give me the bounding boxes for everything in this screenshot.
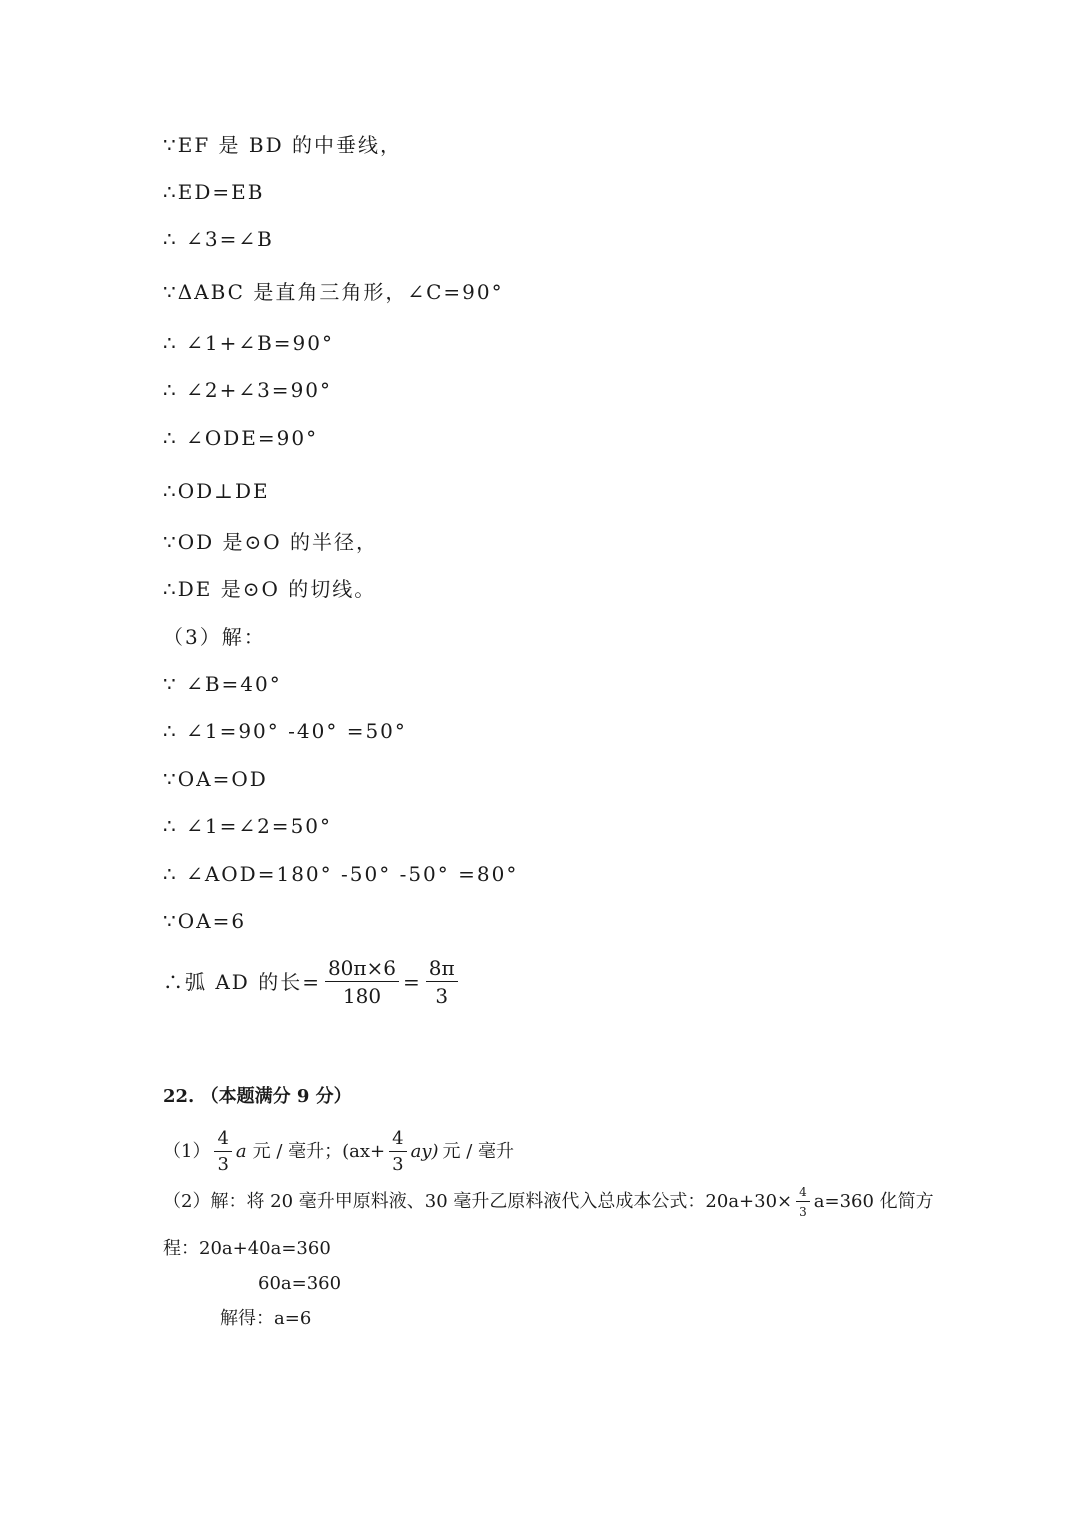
a2-frac-num: 4 bbox=[796, 1186, 810, 1202]
part3-line-1: ∵ ∠B=40° bbox=[163, 672, 282, 696]
a1-expr-fraction bbox=[389, 1130, 406, 1174]
a1-prefix: （1） bbox=[163, 1141, 211, 1162]
q22-answer-2 bbox=[163, 1186, 934, 1218]
a1-expr-close: ay) bbox=[410, 1141, 439, 1162]
arc-frac2-num: 8π bbox=[426, 958, 458, 982]
proof-line-5: ∴ ∠1+∠B=90° bbox=[163, 331, 334, 355]
arc-frac2-den: 3 bbox=[435, 984, 449, 1008]
q22-heading: 22. （本题满分 9 分） bbox=[163, 1086, 352, 1107]
arc-fraction-2 bbox=[426, 958, 458, 1006]
a2-line-4: 解得：a=6 bbox=[220, 1308, 312, 1329]
a1-frac-num: 4 bbox=[214, 1130, 231, 1152]
a2-line-3: 60a=360 bbox=[258, 1273, 342, 1294]
a1-fraction bbox=[214, 1130, 231, 1174]
proof-line-4: ∵ΔABC 是直角三角形，∠C=90° bbox=[163, 280, 504, 304]
a1-expr-open: (ax+ bbox=[342, 1141, 386, 1162]
a2-fraction bbox=[796, 1186, 810, 1218]
proof-line-6: ∴ ∠2+∠3=90° bbox=[163, 378, 333, 402]
part3-line-5: ∴ ∠AOD=180° -50° -50° =80° bbox=[163, 862, 519, 886]
arc-equals: = bbox=[403, 970, 422, 994]
a2-frac-den: 3 bbox=[799, 1205, 807, 1219]
proof-line-8: ∴OD⊥DE bbox=[163, 479, 270, 503]
part3-line-3: ∵OA=OD bbox=[163, 767, 268, 791]
proof-line-1: ∵EF 是 BD 的中垂线， bbox=[163, 133, 403, 157]
part3-line-6: ∵OA=6 bbox=[163, 909, 247, 933]
a2-tail: a=360 化简方 bbox=[813, 1191, 934, 1212]
a1-var: a bbox=[235, 1141, 247, 1162]
arc-prefix: ∴弧 AD 的长= bbox=[163, 970, 321, 994]
proof-line-10: ∴DE 是⊙O 的切线。 bbox=[163, 577, 377, 601]
arc-frac1-den: 180 bbox=[342, 984, 382, 1008]
arc-frac1-num: 80π×6 bbox=[325, 958, 399, 982]
part3-line-4: ∴ ∠1=∠2=50° bbox=[163, 814, 333, 838]
a2-text: （2）解：将 20 毫升甲原料液、30 毫升乙原料液代入总成本公式：20a+30× bbox=[163, 1191, 793, 1212]
proof-line-7: ∴ ∠ODE=90° bbox=[163, 426, 319, 450]
q22-answer-1 bbox=[163, 1130, 514, 1174]
a1-unit: 元 / 毫升； bbox=[252, 1141, 343, 1162]
arc-fraction-1 bbox=[325, 958, 399, 1006]
proof-line-9: ∵OD 是⊙O 的半径， bbox=[163, 530, 379, 554]
a1-expr-frac-den: 3 bbox=[392, 1154, 404, 1175]
part3-line-2: ∴ ∠1=90° -40° =50° bbox=[163, 719, 407, 743]
proof-line-2: ∴ED=EB bbox=[163, 180, 265, 204]
proof-line-3: ∴ ∠3=∠B bbox=[163, 227, 274, 251]
a1-expr-frac-num: 4 bbox=[389, 1130, 406, 1152]
a2-line-2: 程：20a+40a=360 bbox=[163, 1238, 331, 1259]
part3-title: （3）解： bbox=[163, 625, 266, 649]
a1-unit-2: 元 / 毫升 bbox=[442, 1141, 515, 1162]
arc-length-line bbox=[163, 958, 462, 1006]
a1-frac-den: 3 bbox=[217, 1154, 229, 1175]
